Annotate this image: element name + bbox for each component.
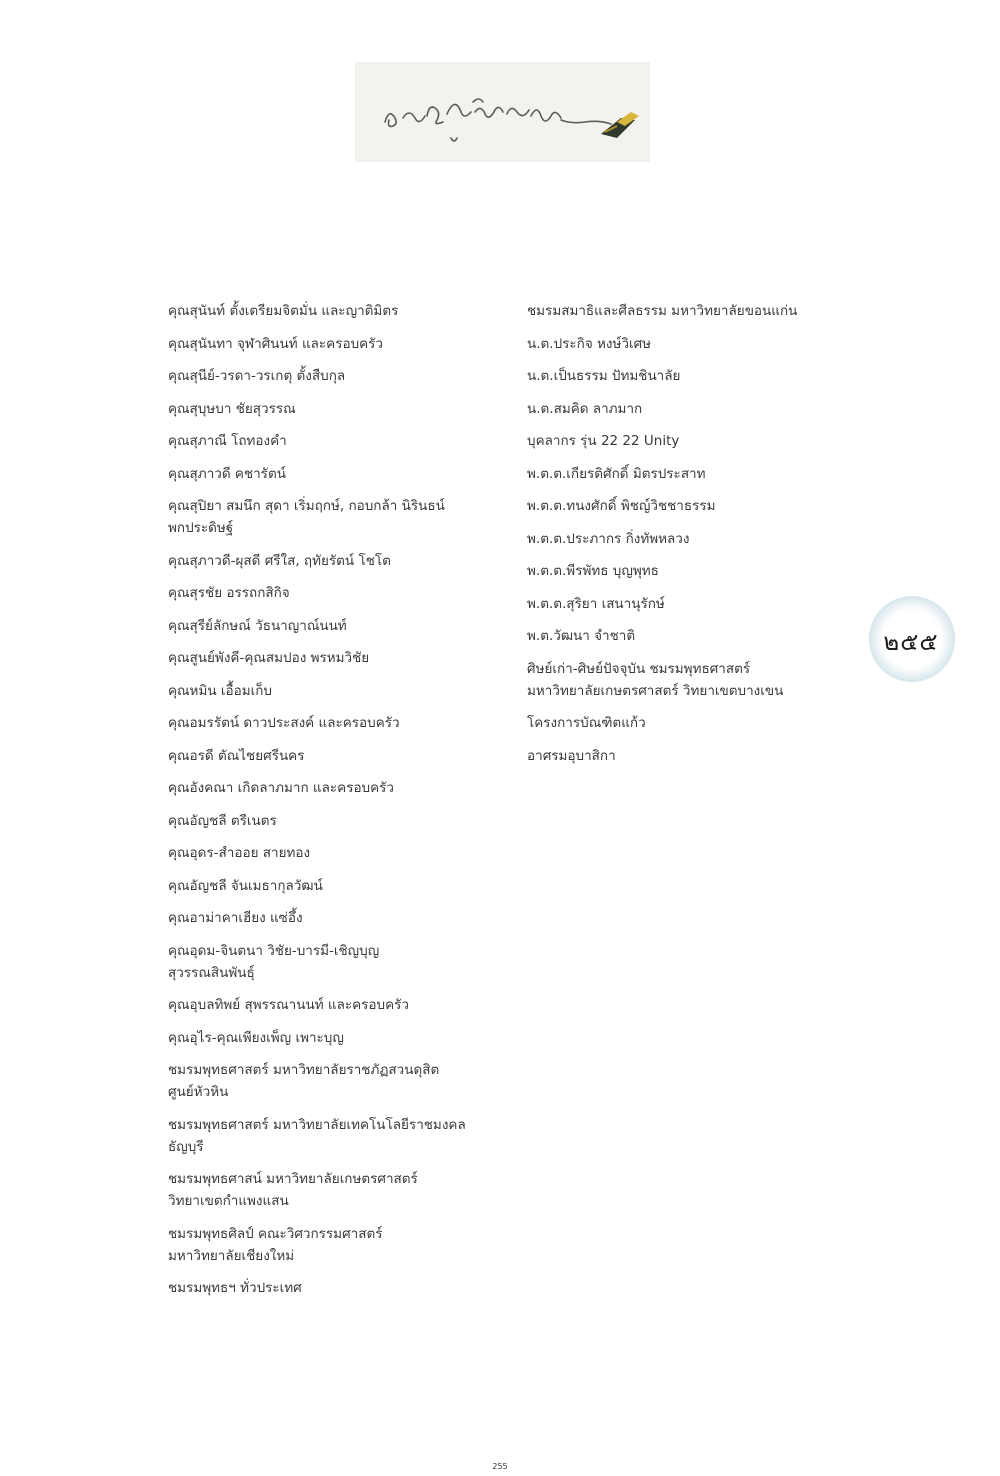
list-item-line: คุณสุนีย์-วรดา-วรเกตุ ตั้งสืบกุล (168, 368, 346, 384)
list-item (527, 625, 847, 647)
list-item (168, 777, 488, 799)
list-item-line: พ.ต.ต.สุริยา เสนานุรักษ์ (527, 595, 665, 612)
right-column-list (527, 300, 847, 777)
page-number-thai: ๒๕๕ (883, 628, 939, 656)
list-item (168, 495, 488, 539)
list-item (168, 1027, 488, 1049)
list-item (168, 680, 488, 702)
list-item-line: คุณอุไร-คุณเพียงเพ็ญ เพาะบุญ (168, 1029, 344, 1046)
list-item-line: คุณสุบุษบา ชัยสุวรรณ (168, 400, 296, 417)
list-item (527, 430, 847, 452)
list-item-line: ชมรมพุทธฯ ทั่วประเทศ (168, 1280, 302, 1296)
list-item-line: พ.ต.วัฒนา จำชาติ (527, 628, 636, 644)
list-item-line: คุณอัญชลี จันเมธากุลวัฒน์ (168, 877, 323, 894)
list-item (527, 495, 847, 517)
list-item (168, 842, 488, 864)
list-item-line: โครงการบัณฑิตแก้ว (527, 715, 646, 731)
list-item (168, 463, 488, 485)
list-item (527, 365, 847, 387)
list-item-line: คุณสุรชัย อรรถกสิกิจ (168, 585, 290, 601)
list-item-line: วิทยาเขตกำแพงแสน (168, 1193, 289, 1209)
list-item-line: ชมรมสมาธิและศีลธรรม มหาวิทยาลัยขอนแก่น (527, 303, 798, 319)
list-item (527, 300, 847, 322)
list-item-line: บุคลากร รุ่น 22 22 Unity (527, 433, 680, 449)
list-item-line: คุณอุดร-สำออย สายทอง (168, 845, 311, 861)
list-item (168, 1168, 488, 1212)
list-item-line: คุณสุรีย์ลักษณ์ วัธนาญาณ์นนท์ (168, 617, 347, 634)
list-item-line: คุณสุภาณี โถทองคำ (168, 433, 287, 449)
list-item (168, 907, 488, 929)
list-item-line: น.ต.ประกิจ หงษ์วิเศษ (527, 335, 652, 352)
list-item-line: ชมรมพุทธศาสตร์ มหาวิทยาลัยราชภัฏสวนดุสิต (168, 1062, 440, 1078)
list-item (168, 550, 488, 572)
list-item (527, 528, 847, 550)
list-item (168, 615, 488, 637)
list-item-line: พกประดิษฐ์ (168, 520, 234, 536)
list-item (168, 994, 488, 1016)
list-item-line: น.ต.เป็นธรรม ปัทมชินาลัย (527, 368, 681, 384)
list-item (168, 333, 488, 355)
list-item (527, 745, 847, 767)
list-item-line: คุณอมรรัตน์ ดาวประสงค์ และครอบครัว (168, 715, 400, 731)
list-item-line: คุณอุดม-จินตนา วิชัย-บารมี-เชิญบุญ (168, 942, 380, 959)
list-item-line: พ.ต.ต.ประภากร กิ่งทัพหลวง (527, 530, 690, 547)
list-item (527, 658, 847, 702)
list-item-line: คุณอัญชลี ตรีเนตร (168, 812, 277, 829)
list-item-line: คุณสุนันท์ ตั้งเตรียมจิตมั่น และญาติมิตร (168, 303, 399, 319)
list-item-line: คุณสูนย์พังคี-คุณสมปอง พรหมวิชัย (168, 650, 370, 666)
list-item-line: ชมรมพุทธศิลป์ คณะวิศวกรรมศาสตร์ (168, 1225, 383, 1242)
list-item-line: พ.ต.ต.พีรพัทธ บุญพุทธ (527, 563, 659, 579)
list-item (527, 398, 847, 420)
list-item-line: ชมรมพุทธศาสตร์ มหาวิทยาลัยเทคโนโลยีราชมงคล (168, 1116, 466, 1133)
list-item-line: น.ต.สมคิด ลาภมาก (527, 400, 643, 417)
list-item-line: มหาวิทยาลัยเชียงใหม่ (168, 1247, 295, 1264)
list-item-line: มหาวิทยาลัยเกษตรศาสตร์ วิทยาเขตบางเขน (527, 682, 784, 699)
list-item (168, 1277, 488, 1299)
list-item (168, 398, 488, 420)
list-item (168, 365, 488, 387)
list-item-line: พ.ต.ต.เกียรติศักดิ์ มิตรประสาท (527, 465, 706, 482)
list-item (168, 430, 488, 452)
list-item-line: คุณอาม่าคาเฮียง แซ่อึ้ง (168, 910, 303, 926)
list-item (168, 810, 488, 832)
list-item-line: คุณสุภาวดี-ผุสดี ศรีใส, ฤทัยรัตน์ โชโต (168, 552, 391, 569)
list-item (527, 333, 847, 355)
list-item (168, 647, 488, 669)
list-item (168, 1059, 488, 1103)
list-item (168, 940, 488, 984)
list-item (168, 300, 488, 322)
list-item (168, 1223, 488, 1267)
list-item-line: พ.ต.ต.ทนงศักดิ์ พิชญ์วิชชาธรรม (527, 498, 716, 514)
header-calligraphy (355, 62, 650, 162)
list-item-line: คุณอรดี ตัณไชยศรีนคร (168, 747, 305, 764)
list-item-line: คุณสุนันทา จุฬาศินนท์ และครอบครัว (168, 335, 384, 352)
left-column-list (168, 300, 488, 1310)
page-number-badge (863, 588, 959, 690)
list-item (168, 875, 488, 897)
calligraphy-title-graphic (355, 62, 650, 162)
list-item (168, 745, 488, 767)
page-folio: 255 (492, 1462, 508, 1471)
list-item-line: สุวรรณสินพันธุ์ (168, 964, 255, 981)
list-item-line: ธัญบุรี (168, 1138, 204, 1155)
list-item (527, 712, 847, 734)
list-item (168, 712, 488, 734)
list-item-line: คุณอุบลทิพย์ สุพรรณานนท์ และครอบครัว (168, 997, 409, 1013)
list-item-line: ศูนย์หัวหิน (168, 1084, 229, 1100)
list-item-line: คุณอังคณา เกิดลาภมาก และครอบครัว (168, 780, 394, 796)
list-item (527, 593, 847, 615)
list-item (527, 463, 847, 485)
butterfly-icon (601, 112, 639, 138)
list-item (527, 560, 847, 582)
list-item (168, 582, 488, 604)
list-item-line: คุณสุภาวดี คชารัตน์ (168, 465, 286, 482)
list-item-line: อาศรมอุบาสิกา (527, 747, 616, 764)
list-item-line: ชมรมพุทธศาสน์ มหาวิทยาลัยเกษตรศาสตร์ (168, 1171, 418, 1187)
list-item-line: คุณหมิน เอื้อมเก็บ (168, 682, 272, 699)
list-item-line: คุณสุปิยา สมนึก สุดา เริ่มฤกษ์, กอบกล้า นิรินธน์ (168, 498, 445, 514)
list-item (168, 1114, 488, 1158)
list-item-line: ศิษย์เก่า-ศิษย์ปัจจุบัน ชมรมพุทธศาสตร์ (527, 660, 751, 677)
